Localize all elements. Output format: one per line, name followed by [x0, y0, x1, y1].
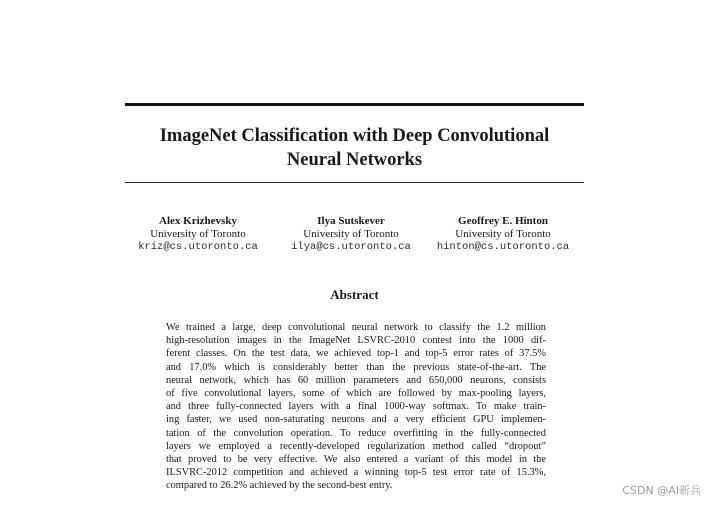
title-line-2: Neural Networks	[286, 150, 423, 170]
title-top-rule	[125, 103, 584, 106]
source-watermark: CSDN @AI新兵	[622, 484, 701, 497]
author-name: Geoffrey E. Hinton	[458, 215, 548, 227]
abstract-line: of five convolutional layers, some of which are followed by max-pooling layers,	[166, 388, 546, 400]
title-line-1: ImageNet Classification with Deep Convolutional	[159, 126, 550, 146]
abstract-line: We trained a large, deep convolutional neural network to classify the 1.2 million	[166, 322, 546, 333]
author-2	[280, 215, 422, 254]
paper-title	[125, 124, 584, 172]
author-email: hinton@cs.utoronto.ca	[436, 241, 570, 253]
title-bottom-rule	[125, 182, 584, 183]
abstract-line: and three fully-connected layers with a final 1000-way softmax. To make train-	[166, 401, 546, 413]
abstract-line: ILSVRC-2012 competition and achieved a winning top-5 test error rate of 15.3%,	[166, 467, 546, 479]
author-1	[128, 215, 268, 254]
author-name: Ilya Sutskever	[317, 215, 385, 227]
abstract-line: layers we employed a recently-developed regularization method called “dropout”	[166, 440, 546, 452]
abstract-line: ing faster, we used non-saturating neurons and a very efficient GPU implemen-	[166, 414, 546, 426]
author-affiliation: University of Toronto	[303, 228, 399, 240]
author-affiliation: University of Toronto	[455, 228, 551, 240]
abstract-line: and 17.0% which is considerably better than the previous state-of-the-art. The	[166, 361, 546, 373]
author-name: Alex Krizhevsky	[159, 215, 237, 227]
abstract-line: tation of the convolution operation. To reduce overfitting in the fully-connected	[166, 427, 546, 439]
abstract-line: compared to 26.2% achieved by the second-best entry.	[166, 480, 393, 492]
abstract-body	[166, 321, 546, 493]
abstract-line: neural network, which has 60 million parameters and 650,000 neurons, consists	[166, 374, 546, 386]
author-email: ilya@cs.utoronto.ca	[291, 241, 411, 253]
abstract-line: that proved to be very effective. We also entered a variant of this model in the	[166, 454, 546, 466]
author-affiliation: University of Toronto	[150, 228, 246, 240]
abstract-heading: Abstract	[330, 287, 379, 302]
abstract-line: high-resolution images in the ImageNet LSVRC-2010 contest into the 1000 dif-	[166, 335, 546, 347]
author-email: kriz@cs.utoronto.ca	[138, 241, 258, 253]
abstract-line: ferent classes. On the test data, we achieved top-1 and top-5 error rates of 37.5%	[166, 348, 546, 360]
author-block	[128, 215, 584, 260]
author-3	[428, 215, 578, 254]
